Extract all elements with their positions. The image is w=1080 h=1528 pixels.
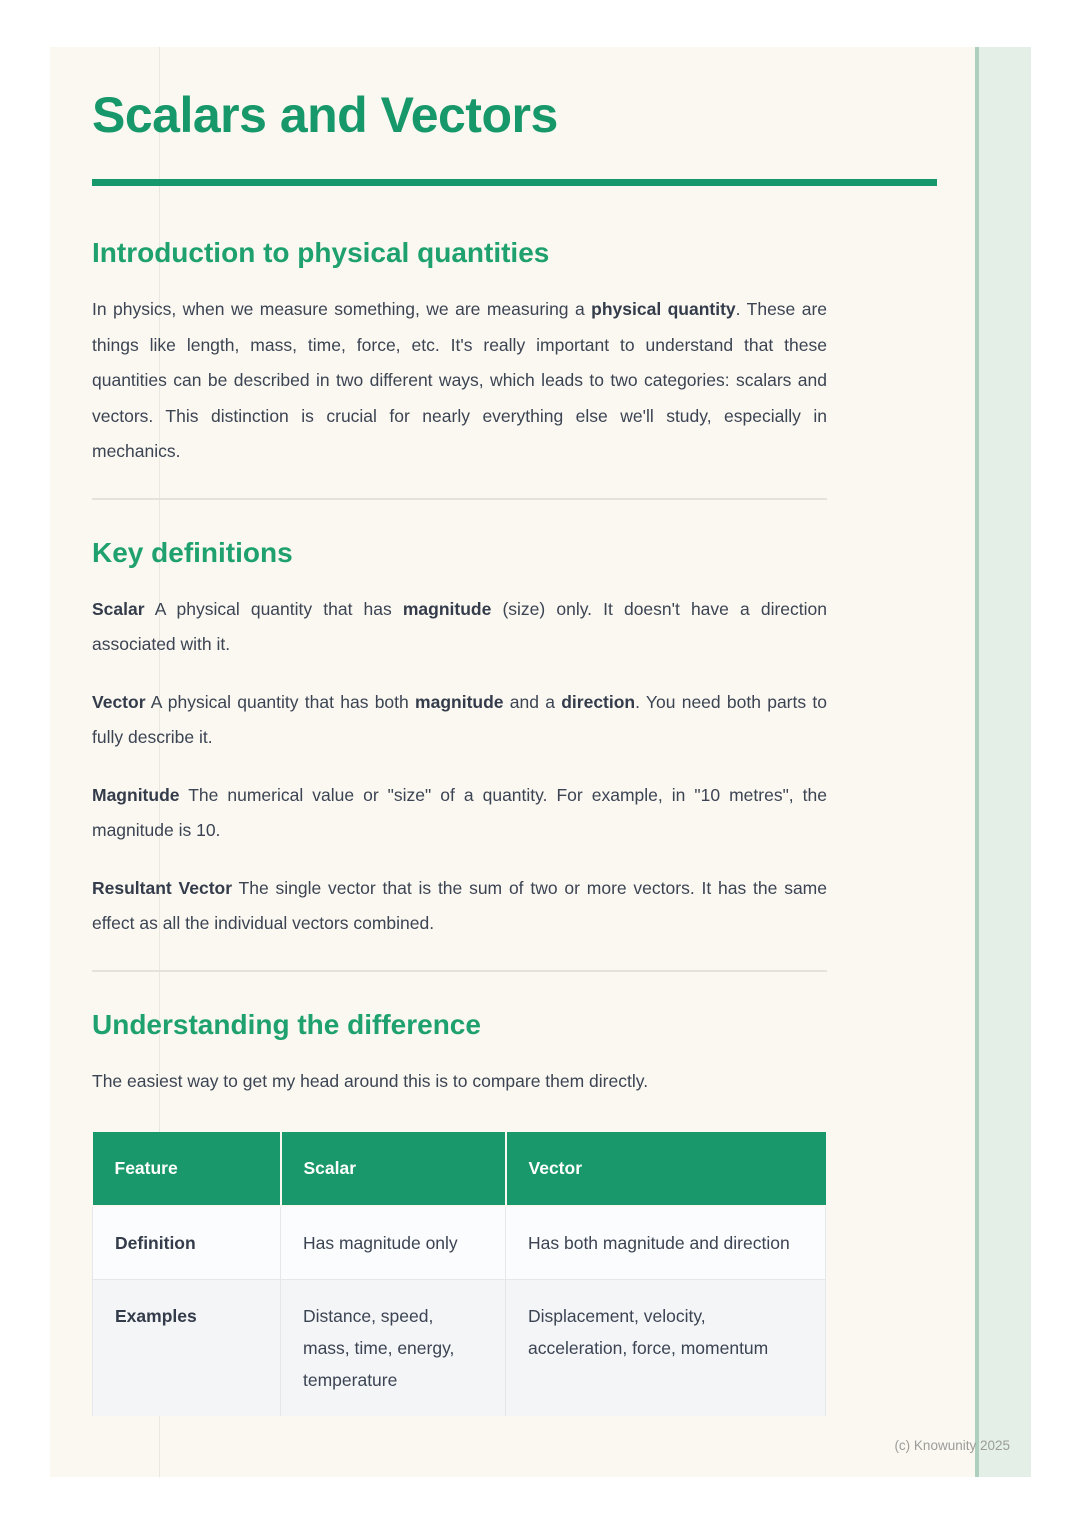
table-row-definition xyxy=(93,1206,826,1280)
text-segment: The numerical value or "size" of a quantity. For example, in "10 metres", the magnitude is 10. xyxy=(92,784,827,840)
paragraph-intro xyxy=(92,292,827,470)
title-underline xyxy=(92,179,937,186)
copyright-watermark: (c) Knowunity 2025 xyxy=(894,1438,1010,1453)
document-page xyxy=(50,47,1031,1477)
text-segment: (size) only. It doesn't have a direction associated with it. xyxy=(92,598,827,654)
table-cell-examples-scalar: Distance, speed, mass, time, energy, temperature xyxy=(281,1280,506,1417)
text-segment: and a xyxy=(503,691,562,712)
table-header-feature: Feature xyxy=(93,1132,281,1206)
table-header-row xyxy=(93,1132,826,1206)
section-heading-key-definitions: Key definitions xyxy=(92,536,293,568)
text-segment: . These are things like length, mass, time, force, etc. It's really important to understand that these quantities can be described in two different ways, which leads to two categories: scalars and vectors. This distinction is crucial for nearly everything else we'll study, especially in mechanics. xyxy=(92,299,828,461)
table-header-vector: Vector xyxy=(506,1132,826,1206)
text-segment: The single vector that is the sum of two or more vectors. It has the same effect as all the individual vectors combined. xyxy=(92,877,827,933)
table-row-examples xyxy=(93,1280,826,1417)
table-cell-definition-vector: Has both magnitude and direction xyxy=(506,1206,826,1280)
text-segment: Resultant Vector xyxy=(92,877,233,898)
table-cell-examples-vector: Displacement, velocity, acceleration, force, momentum xyxy=(506,1280,826,1417)
text-segment: A physical quantity that has both xyxy=(145,691,416,712)
section-divider xyxy=(92,498,827,500)
section-heading-understanding: Understanding the difference xyxy=(92,1008,481,1040)
text-segment: direction xyxy=(561,691,636,712)
comparison-table xyxy=(92,1132,826,1416)
table-cell-examples-label: Examples xyxy=(93,1280,281,1417)
text-segment: In physics, when we measure something, we are measuring a xyxy=(92,299,592,319)
text-segment: . You need both parts to fully describe it. xyxy=(92,691,827,747)
text-segment: magnitude xyxy=(402,598,492,619)
paragraph-definition-scalar xyxy=(92,592,827,663)
text-segment: The easiest way to get my head around this is to compare them directly. xyxy=(92,1070,649,1091)
table-cell-definition-scalar: Has magnitude only xyxy=(281,1206,506,1280)
document-title: Scalars and Vectors xyxy=(92,87,558,143)
paragraph-definition-resultant-vector xyxy=(92,871,827,942)
paragraph-definition-magnitude xyxy=(92,778,827,849)
text-segment: Magnitude xyxy=(92,784,180,805)
paragraph-definition-vector xyxy=(92,685,827,756)
text-segment: A physical quantity that has xyxy=(144,598,403,619)
table-header-scalar: Scalar xyxy=(281,1132,506,1206)
document-content xyxy=(92,47,937,1416)
comparison-table-container xyxy=(92,1132,825,1416)
side-accent-bar xyxy=(975,47,1031,1477)
section-heading-introduction: Introduction to physical quantities xyxy=(92,237,550,268)
text-segment: Vector xyxy=(92,691,146,712)
table-cell-definition-label: Definition xyxy=(93,1206,281,1280)
text-segment: magnitude xyxy=(415,691,504,712)
paragraph-understanding-lead xyxy=(92,1064,827,1100)
section-divider xyxy=(92,970,827,972)
text-segment: physical quantity xyxy=(591,299,736,319)
text-segment: Scalar xyxy=(92,598,145,619)
